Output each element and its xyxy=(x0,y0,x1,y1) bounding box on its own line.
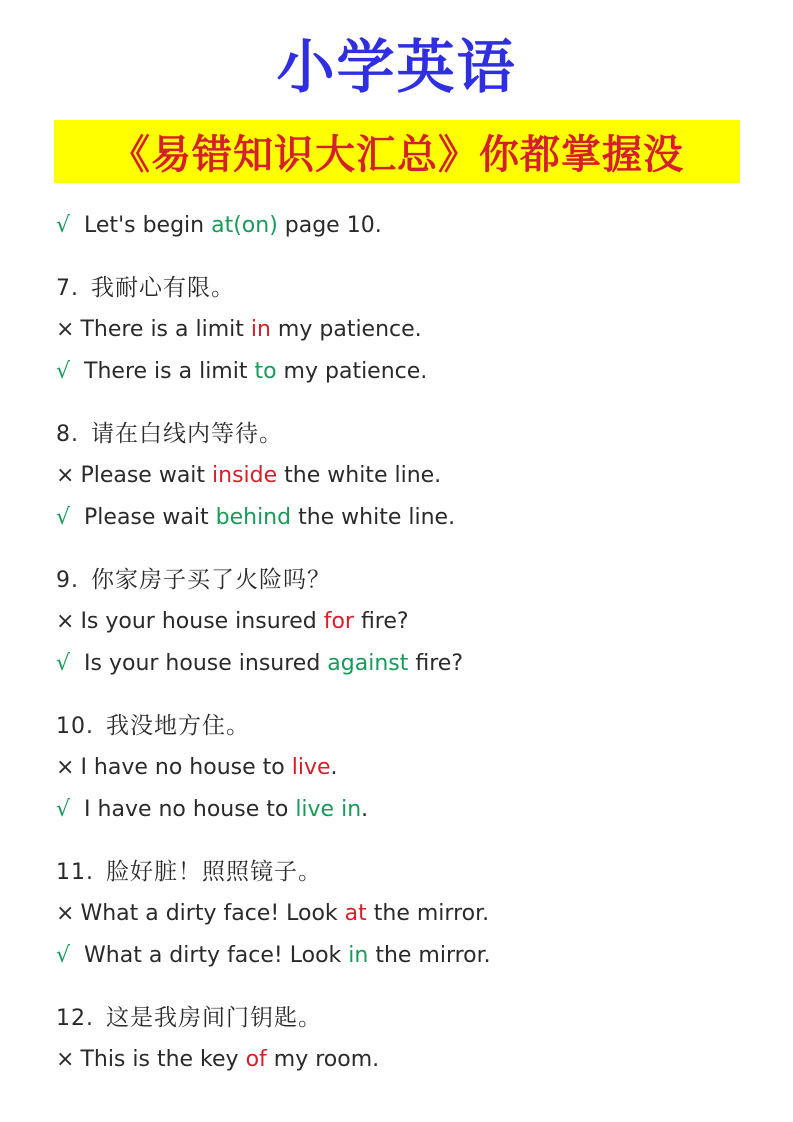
sentence-text: the white line. xyxy=(291,505,456,530)
item-number: 11. xyxy=(56,860,94,885)
item-heading xyxy=(56,413,756,455)
item-number: 12. xyxy=(56,1006,94,1031)
sentence-text: Please wait xyxy=(84,505,216,530)
sentence-text: fire? xyxy=(353,609,409,634)
wrong-word: at xyxy=(344,901,367,926)
sentence-text: This is the key xyxy=(80,1047,246,1072)
check-icon: √ xyxy=(56,651,71,676)
item-heading xyxy=(56,267,756,309)
correct-sentence xyxy=(56,351,756,393)
sentence-text: There is a limit xyxy=(80,317,251,342)
sentence-text: my patience. xyxy=(276,359,428,384)
correct-word: live in xyxy=(295,797,362,822)
correct-word: to xyxy=(254,359,277,384)
sentence-text: the mirror. xyxy=(366,901,490,926)
check-icon: √ xyxy=(56,943,71,968)
page-title: 小学英语 xyxy=(276,33,517,101)
check-icon: √ xyxy=(56,797,71,822)
sentence-text: the white line. xyxy=(277,463,442,488)
wrong-sentence xyxy=(56,309,756,351)
wrong-word: inside xyxy=(212,463,278,488)
wrong-sentence xyxy=(56,455,756,497)
item-heading xyxy=(56,705,756,747)
sentence-text: What a dirty face! Look xyxy=(84,943,349,968)
sentence-text: the mirror. xyxy=(368,943,491,968)
sentence-text: fire? xyxy=(408,651,463,676)
chinese-sentence: 脸好脏！照照镜子。 xyxy=(106,859,322,885)
cross-icon: × xyxy=(56,1047,75,1072)
correct-sentence xyxy=(56,497,756,539)
chinese-sentence: 我没地方住。 xyxy=(106,713,250,739)
correct-word: in xyxy=(348,943,369,968)
sentence-text: I have no house to xyxy=(80,755,292,780)
correct-word: at(on) xyxy=(211,213,278,238)
correct-word: against xyxy=(327,651,409,676)
cross-icon: × xyxy=(56,755,75,780)
subtitle-banner xyxy=(54,120,740,183)
check-icon: √ xyxy=(56,505,71,530)
cross-icon: × xyxy=(56,609,75,634)
wrong-word: of xyxy=(245,1047,267,1072)
chinese-sentence: 这是我房间门钥匙。 xyxy=(106,1005,322,1031)
sentence-text: What a dirty face! Look xyxy=(80,901,345,926)
chinese-sentence: 我耐心有限。 xyxy=(91,275,235,301)
sentence-text: my room. xyxy=(266,1047,380,1072)
correct-word: behind xyxy=(215,505,292,530)
check-icon: √ xyxy=(56,359,71,384)
sentence-text: There is a limit xyxy=(84,359,255,384)
sentence-text: . xyxy=(330,755,338,780)
item-number: 10. xyxy=(56,714,94,739)
wrong-sentence xyxy=(56,747,756,789)
correct-sentence xyxy=(56,935,756,977)
check-icon: √ xyxy=(56,213,71,238)
item-number: 8. xyxy=(56,422,79,447)
page-subtitle: 《易错知识大汇总》你都掌握没 xyxy=(110,132,684,178)
chinese-sentence: 你家房子买了火险吗？ xyxy=(91,567,331,593)
sentence-text: Is your house insured xyxy=(84,651,328,676)
item-heading xyxy=(56,559,756,601)
wrong-sentence xyxy=(56,1039,756,1081)
wrong-word: for xyxy=(323,609,354,634)
sentence-text: my patience. xyxy=(270,317,422,342)
wrong-sentence xyxy=(56,601,756,643)
wrong-word: in xyxy=(250,317,271,342)
sentence-text: Is your house insured xyxy=(80,609,324,634)
chinese-sentence: 请在白线内等待。 xyxy=(91,421,283,447)
sentence-text: . xyxy=(361,797,369,822)
content xyxy=(56,205,756,1081)
correct-sentence xyxy=(56,789,756,831)
item-number: 7. xyxy=(56,276,79,301)
correct-sentence xyxy=(56,643,756,685)
sentence-text: page 10. xyxy=(277,213,382,238)
cross-icon: × xyxy=(56,901,75,926)
cross-icon: × xyxy=(56,317,75,342)
wrong-sentence xyxy=(56,893,756,935)
sentence-text: Let's begin xyxy=(84,213,212,238)
item-heading xyxy=(56,851,756,893)
wrong-word: live xyxy=(291,755,331,780)
item-number: 9. xyxy=(56,568,79,593)
cross-icon: × xyxy=(56,463,75,488)
item-heading xyxy=(56,997,756,1039)
sentence-text: Please wait xyxy=(80,463,213,488)
sentence-text: I have no house to xyxy=(84,797,296,822)
correct-sentence xyxy=(56,205,756,247)
